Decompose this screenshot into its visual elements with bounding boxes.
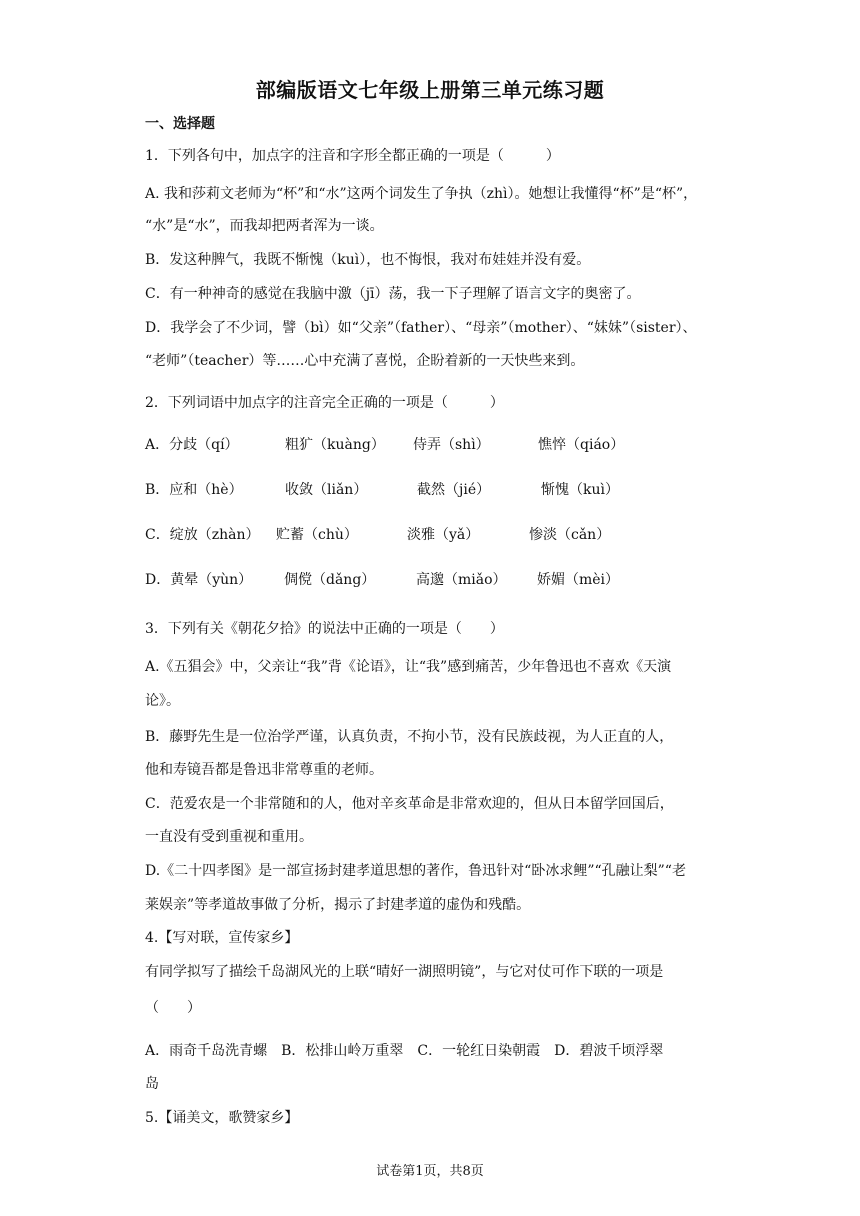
question-2-c-1: C．绽放（zhàn） bbox=[145, 527, 260, 543]
question-3-option-b: B．藤野先生是一位治学严谨，认真负责，不拘小节，没有民族歧视，为人正直的人， bbox=[145, 729, 674, 745]
question-5-heading: 5.【诵美文，歌赞家乡】 bbox=[145, 1110, 299, 1126]
question-2-stem: 2．下列词语中加点字的注音完全正确的一项是（ ） bbox=[145, 395, 504, 411]
question-3-option-c-cont: 一直没有受到重视和重用。 bbox=[145, 829, 313, 845]
question-4-options-cont: 岛 bbox=[145, 1076, 159, 1092]
question-1-option-d: D．我学会了不少词，譬（bì）如“父亲”（father）、“母亲”（mother）、“妹妹”（sister）、 bbox=[145, 320, 697, 336]
question-1-option-d-cont: “老师”（teacher）等……心中充满了喜悦，企盼着新的一天快些来到。 bbox=[145, 353, 585, 369]
question-3-option-d-cont: 莱娱亲”等孝道故事做了分析，揭示了封建孝道的虚伪和残酷。 bbox=[145, 897, 531, 913]
question-2-b-1: B．应和（hè） bbox=[145, 482, 243, 498]
question-4-options: A．雨奇千岛洗青螺 B．松排山岭万重翠 C．一轮红日染朝霞 D．碧波千顷浮翠 bbox=[145, 1043, 664, 1059]
question-1-option-a-cont: “水”是“水”，而我却把两者浑为一谈。 bbox=[145, 218, 384, 234]
question-1-option-a: A. 我和莎莉文老师为“杯”和“水”这两个词发生了争执（zhì）。她想让我懂得“杯”是“杯”， bbox=[145, 186, 698, 202]
question-2-b-3: 截然（jié） bbox=[417, 482, 491, 498]
question-3-option-b-cont: 他和寿镜吾都是鲁迅非常尊重的老师。 bbox=[145, 762, 383, 778]
question-2-c-3: 淡雅（yǎ） bbox=[407, 527, 480, 543]
question-3-stem: 3．下列有关《朝花夕拾》的说法中正确的一项是（ ） bbox=[145, 621, 504, 637]
question-1-option-b: B．发这种脾气，我既不惭愧（kuì），也不悔恨，我对布娃娃并没有爱。 bbox=[145, 252, 591, 268]
question-3-option-a-cont: 论》。 bbox=[145, 693, 180, 709]
question-3-option-c: C．范爱农是一个非常随和的人，他对辛亥革命是非常欢迎的，但从日本留学回国后， bbox=[145, 796, 674, 812]
question-2-a-4: 憔悴（qiáo） bbox=[538, 437, 625, 453]
question-4-stem-cont: （ ） bbox=[145, 1000, 201, 1016]
question-1-stem: 1．下列各句中，加点字的注音和字形全都正确的一项是（ ） bbox=[145, 148, 560, 164]
section-heading: 一、选择题 bbox=[145, 116, 215, 132]
question-2-b-4: 惭愧（kuì） bbox=[541, 482, 619, 498]
question-2-b-2: 收敛（liǎn） bbox=[285, 482, 368, 498]
question-2-a-2: 粗犷（kuàng） bbox=[285, 437, 385, 453]
question-2-a-1: A．分歧（qí） bbox=[145, 437, 239, 453]
question-4-heading: 4.【写对联，宣传家乡】 bbox=[145, 930, 299, 946]
question-1-option-c: C．有一种神奇的感觉在我脑中激（jī）荡，我一下子理解了语言文字的奥密了。 bbox=[145, 286, 641, 302]
question-2-c-4: 惨淡（cǎn） bbox=[529, 527, 611, 543]
page-footer: 试卷第1页，共8页 bbox=[376, 1164, 484, 1179]
question-2-d-1: D．黄晕（yùn） bbox=[145, 572, 253, 588]
question-4-stem: 有同学拟写了描绘千岛湖风光的上联“晴好一湖照明镜”，与它对仗可作下联的一项是 bbox=[145, 964, 664, 980]
question-3-option-d: D.《二十四孝图》是一部宣扬封建孝道思想的著作，鲁迅针对“卧冰求鲤”“孔融让梨”“老 bbox=[145, 863, 686, 879]
question-2-a-3: 侍弄（shì） bbox=[413, 437, 490, 453]
question-3-option-a: A.《五猖会》中，父亲让“我”背《论语》，让“我”感到痛苦，少年鲁迅也不喜欢《天演 bbox=[145, 659, 672, 675]
question-2-d-4: 娇媚（mèi） bbox=[537, 572, 620, 588]
question-2-c-2: 贮蓄（chù） bbox=[276, 527, 358, 543]
question-2-d-3: 高邈（miǎo） bbox=[416, 572, 507, 588]
question-2-d-2: 倜傥（dǎng） bbox=[284, 572, 376, 588]
page-title: 部编版语文七年级上册第三单元练习题 bbox=[255, 78, 605, 102]
